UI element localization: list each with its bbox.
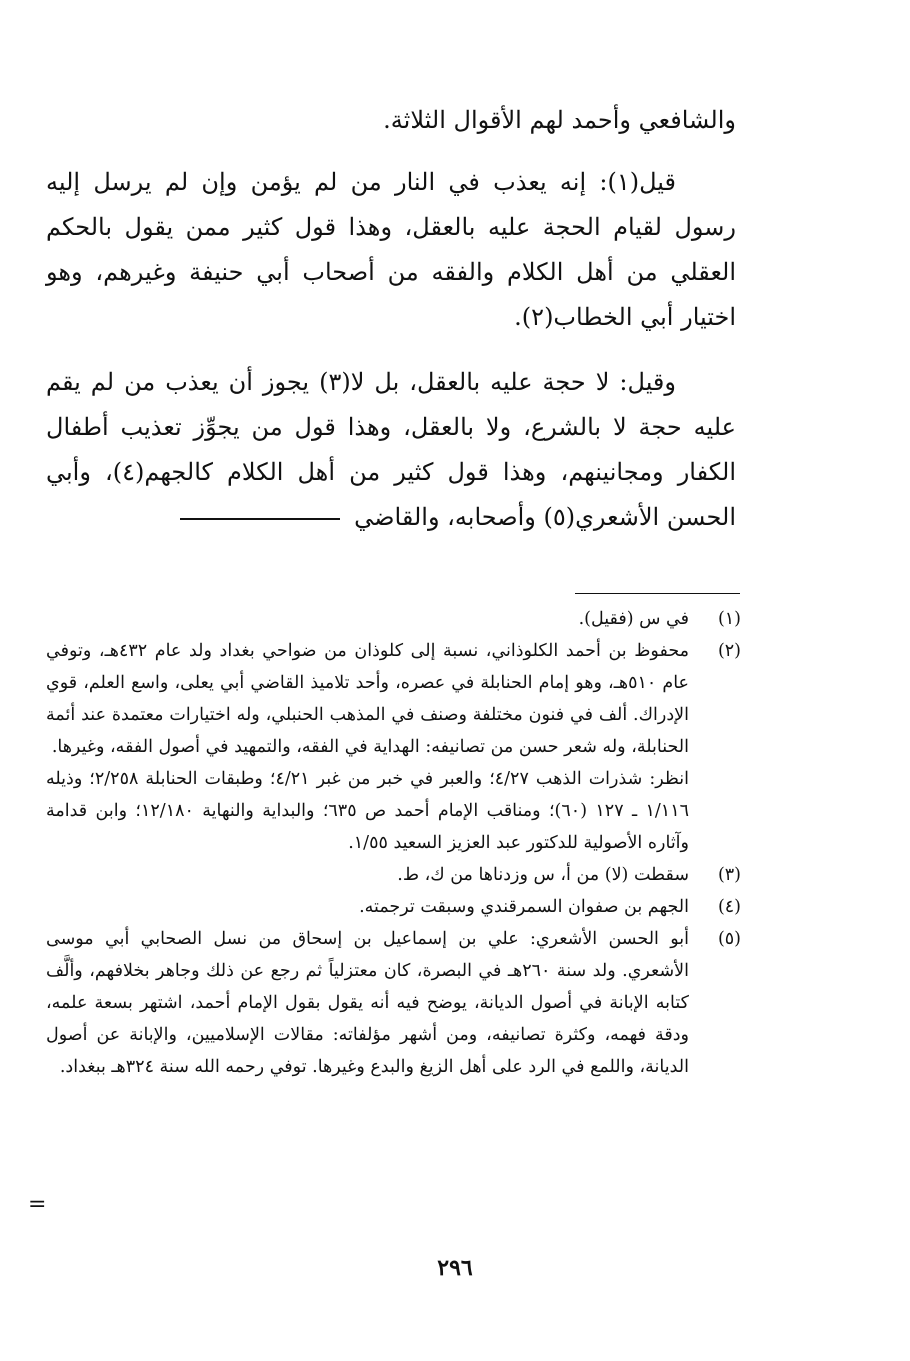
- footnote-4: [46, 891, 741, 923]
- paragraph-text-content: وقيل: لا حجة عليه بالعقل، بل لا(٣) يجوز أن يعذب من لم يقم عليه حجة لا بالشرع، ولا بالعقل، وهذا قول من يجوِّز تعذيب أطفال الكفار ومجانينهم، وهذا قول كثير من أهل الكلام كالجهم(٤)، وأبي الحسن الأشعري(٥) وأصحابه، والقاضي: [46, 368, 736, 531]
- footnote-text: [46, 859, 689, 891]
- footnote-3: [46, 859, 741, 891]
- paragraph-text: قيل(١): إنه يعذب في النار من لم يؤمن وإن لم يرسل إليه رسول لقيام الحجة عليه بالعقل، وهذا قول كثير ممن يقول بالحكم العقلي من أهل الكلام والفقه من أصحاب أبي حنيفة وغيرهم، وهو اختيار أبي الخطاب(٢).: [46, 168, 736, 331]
- footnote-paragraph: الجهم بن صفوان السمرقندي وسبقت ترجمته.: [359, 897, 689, 917]
- page-number: ٢٩٦: [437, 1255, 473, 1281]
- continuation-dash: [180, 518, 340, 520]
- paragraph-text: والشافعي وأحمد لهم الأقوال الثلاثة.: [383, 106, 736, 134]
- footnote-paragraph: انظر: شذرات الذهب ٤/٢٧؛ والعبر في خبر من غبر ٤/٢١؛ وطبقات الحنابلة ٢/٢٥٨؛ وذيله ١/١١٦ ـ ١٢٧ (٦٠)؛ ومناقب الإمام أحمد ص ٦٣٥؛ والبداية والنهاية ١٢/١٨٠؛ وابن قدامة وآثاره الأصولية للدكتور عبد العزيز السعيد ١/٥٥.: [46, 769, 689, 853]
- footnote-2: [46, 635, 741, 859]
- main-text-paragraph-2: [46, 160, 736, 340]
- continuation-mark: =: [28, 1192, 47, 1217]
- footnote-paragraph: أبو الحسن الأشعري: علي بن إسماعيل بن إسحاق من نسل الصحابي أبي موسى الأشعري. ولد سنة ٢٦٠هـ في البصرة، كان معتزلياً ثم رجع عن ذلك وجاهر بخلافهم، وألَّف كتابه الإبانة في أصول الديانة، يوضح فيه أنه يقول بقول الإمام أحمد، اشتهر بسعة علمه، ودقة فهمه، وكثرة تصانيفه، ومن أشهر مؤلفاته: مقالات الإسلاميين، والإبانة عن أصول الديانة، واللمع في الرد على أهل الزيغ والبدع وغيرها. توفي رحمه الله سنة ٣٢٤هـ ببغداد.: [46, 929, 689, 1077]
- main-text-paragraph-1: [46, 98, 736, 143]
- main-text-paragraph-3: [46, 360, 736, 540]
- footnote-text: [46, 635, 689, 859]
- footnote-paragraph: محفوظ بن أحمد الكلوذاني، نسبة إلى كلوذان من ضواحي بغداد ولد عام ٤٣٢هـ، وتوفي عام ٥١٠هـ، وهو إمام الحنابلة في عصره، وأحد تلاميذ القاضي أبي يعلى، واسع العلم، قوي الإدراك. ألف في فنون مختلفة وصنف في المذهب الحنبلي، وله اختيارات معتمدة عند أئمة الحنابلة، وله شعر حسن من تصانيفه: الهداية في الفقه، والتمهيد في أصول الفقه، وغيرها.: [46, 641, 690, 757]
- footnote-paragraph: في س (فقيل).: [578, 609, 689, 629]
- footnote-number: (٢): [717, 641, 741, 661]
- footnote-paragraph: سقطت (لا) من أ، س وزدناها من ك، ط.: [397, 865, 689, 885]
- footnote-1: [46, 603, 741, 635]
- footnotes: [46, 603, 741, 1083]
- footnote-5: [46, 923, 741, 1083]
- footnote-number: (٥): [717, 929, 741, 949]
- footnote-number: (١): [717, 609, 741, 629]
- footnote-text: [46, 923, 689, 1083]
- footnote-number: (٤): [717, 897, 741, 917]
- footnote-separator: [575, 593, 740, 594]
- footnote-number: (٣): [717, 865, 741, 885]
- footnote-text: [46, 603, 689, 635]
- paragraph-text: [46, 360, 736, 540]
- footnote-text: [46, 891, 689, 923]
